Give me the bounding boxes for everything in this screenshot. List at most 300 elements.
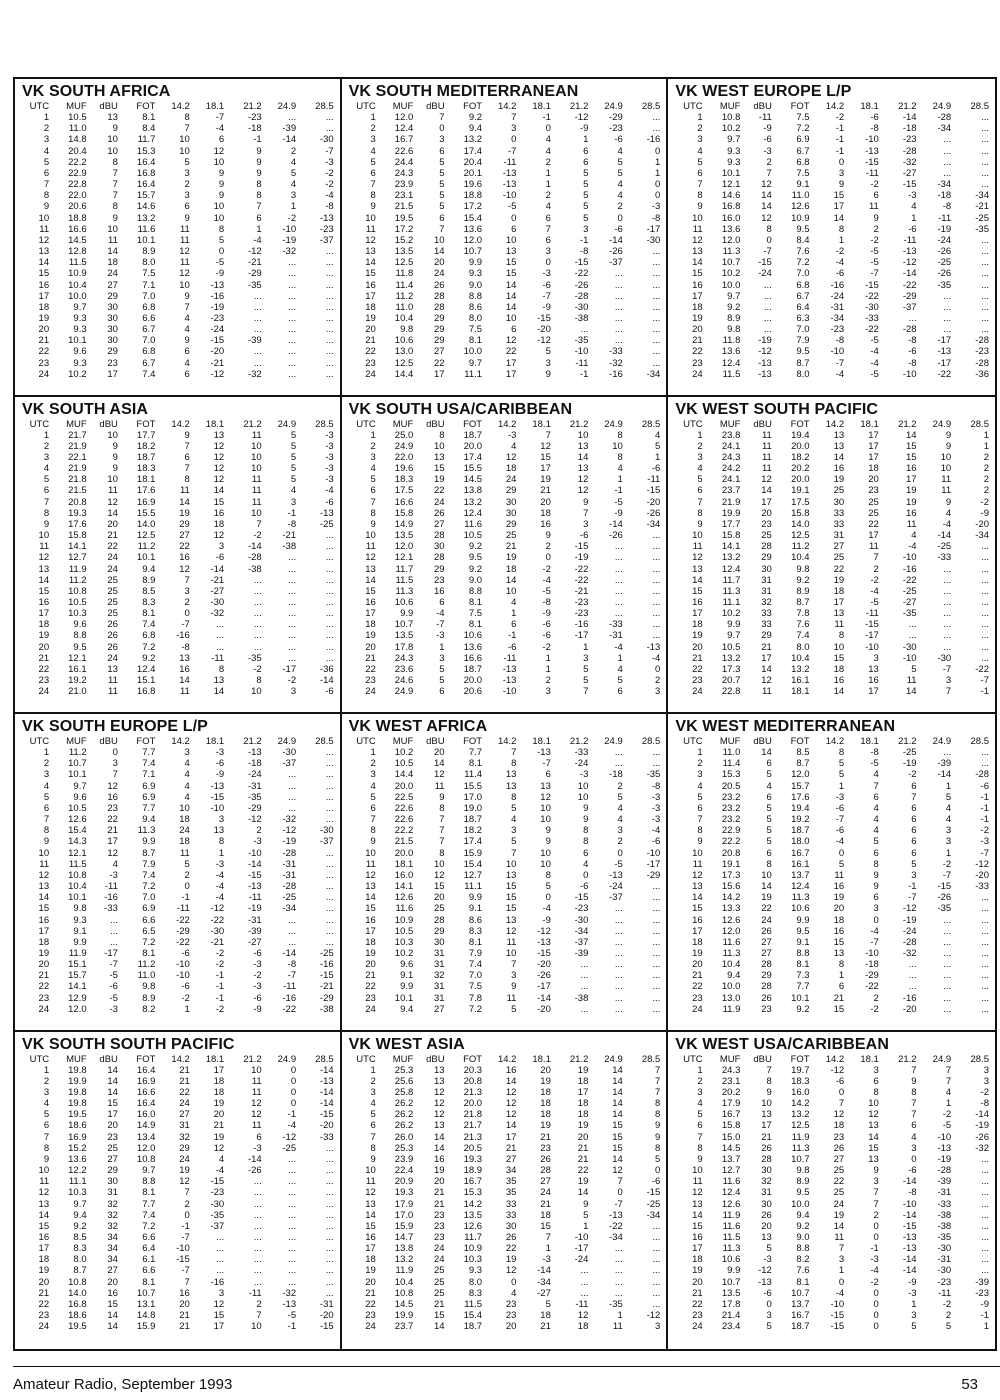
table-cell: 10: [38, 1165, 50, 1177]
table-cell: 5: [43, 156, 50, 168]
table-cell: 13.2: [721, 552, 741, 564]
table-cell: 0: [655, 179, 661, 191]
table-cell: ...: [288, 914, 297, 926]
table-cell: 6: [511, 324, 517, 336]
table-cell: 7.2: [142, 881, 156, 893]
table-cell: 11.6: [722, 936, 741, 948]
table-cell: -29: [247, 268, 262, 280]
table-cell: -7: [542, 290, 551, 302]
table-cell: 9.6: [73, 619, 87, 631]
table-cell: 24: [692, 1003, 703, 1015]
table-cell: -12: [830, 1064, 845, 1076]
table-cell: -15: [319, 1109, 334, 1121]
table-cell: 1: [43, 747, 50, 759]
table-cell: -24: [210, 324, 225, 336]
column-header: FOT: [136, 101, 156, 112]
table-cell: ...: [981, 1232, 989, 1243]
table-cell: ...: [614, 585, 623, 597]
column-header: 28.5: [970, 1053, 989, 1065]
table-cell: 26: [833, 1142, 845, 1154]
table-cell: -20: [537, 1003, 551, 1015]
table-cell: 8: [583, 836, 589, 848]
table-cell: 19: [692, 947, 703, 959]
table-cell: 3: [218, 814, 225, 826]
table-cell: 9: [838, 179, 845, 191]
table-cell: 11.9: [68, 947, 87, 959]
table-cell: 9.9: [400, 608, 414, 620]
panel-title: VK WEST ASIA: [348, 1035, 465, 1053]
table-cell: 4: [43, 780, 50, 792]
table-cell: 20: [365, 641, 376, 653]
table-cell: 10: [505, 312, 517, 324]
table-cell: 4: [184, 769, 190, 781]
table-cell: ...: [325, 847, 334, 859]
table-cell: 27: [107, 1153, 118, 1165]
table-cell: 9: [697, 1153, 703, 1165]
table-cell: 15.2: [68, 1142, 87, 1154]
table-cell: 20: [868, 474, 879, 486]
table-cell: -3: [325, 451, 334, 463]
table-cell: 24: [38, 368, 50, 380]
table-cell: 4: [911, 530, 917, 542]
table-cell: 2: [873, 223, 879, 235]
table-cell: 8.1: [142, 1276, 156, 1288]
table-cell: ...: [580, 959, 589, 971]
table-row: [349, 1310, 662, 1321]
table-cell: -5: [614, 858, 623, 870]
table-cell: 12: [251, 1109, 262, 1121]
table-cell: 8.1: [796, 1276, 810, 1288]
table-cell: 9.2: [468, 112, 483, 124]
table-cell: 21.9: [68, 463, 87, 475]
table-cell: 11: [108, 675, 118, 687]
table-cell: ...: [288, 802, 297, 814]
table-cell: -23: [609, 123, 623, 135]
table-cell: 18.2: [136, 440, 156, 452]
table-row: [349, 291, 662, 302]
table-cell: 24.9: [394, 440, 414, 452]
table-cell: ...: [325, 1165, 334, 1177]
table-cell: -1: [287, 1109, 297, 1121]
table-cell: ...: [652, 268, 661, 280]
table-cell: 10: [365, 847, 376, 859]
table-cell: -31: [282, 858, 297, 870]
table-cell: 20.8: [721, 847, 741, 859]
table-cell: 33: [505, 1198, 517, 1210]
table-cell: -30: [902, 641, 917, 653]
table-row: [349, 814, 662, 825]
table-cell: -10: [247, 847, 262, 859]
table-cell: -32: [282, 246, 297, 258]
table-cell: 14: [833, 451, 845, 463]
table-cell: -34: [282, 903, 297, 915]
table-cell: -12: [210, 368, 225, 380]
table-cell: 8: [43, 825, 50, 837]
table-cell: 24: [833, 1198, 845, 1210]
table-cell: 12: [107, 780, 118, 792]
table-cell: 9: [911, 1075, 917, 1087]
table-row: [675, 848, 990, 859]
panel-title: VK WEST SOUTH PACIFIC: [675, 400, 879, 418]
table-row: [675, 302, 990, 313]
table-cell: 4: [184, 758, 190, 770]
table-cell: -25: [937, 257, 952, 269]
table-cell: 6: [256, 212, 262, 224]
table-cell: -4: [325, 190, 334, 202]
table-cell: -33: [865, 312, 879, 324]
table-cell: 12: [505, 925, 517, 937]
table-cell: -10: [574, 346, 589, 358]
table-cell: 23.9: [394, 179, 414, 191]
table-cell: -1: [980, 791, 989, 803]
table-cell: 4: [184, 357, 190, 369]
table-row: [22, 346, 335, 357]
table-cell: 14: [365, 257, 376, 269]
table-cell: 24: [107, 552, 118, 564]
table-cell: 19: [213, 1131, 225, 1143]
table-cell: 22: [505, 1243, 517, 1255]
table-cell: 8.1: [468, 936, 483, 948]
table-cell: 10.7: [394, 619, 414, 631]
table-cell: 15.0: [721, 1131, 741, 1143]
table-cell: -13: [937, 346, 952, 358]
table-cell: 30: [107, 335, 118, 347]
table-row: [22, 1120, 335, 1131]
table-cell: 20: [540, 1064, 551, 1076]
table-cell: 23: [38, 357, 50, 369]
table-cell: 25: [107, 597, 118, 608]
table-cell: ...: [288, 279, 297, 291]
table-cell: 12.4: [721, 357, 741, 369]
table-cell: 7.7: [142, 802, 156, 814]
table-cell: ...: [288, 1198, 297, 1210]
table-cell: 10: [540, 847, 551, 859]
table-cell: 3: [43, 769, 50, 781]
table-cell: 12.6: [721, 1198, 741, 1210]
table-cell: 4: [184, 324, 190, 336]
table-cell: 8.9: [796, 1176, 810, 1188]
table-cell: ...: [981, 1153, 989, 1165]
table-cell: 14: [107, 507, 118, 519]
table-row: [349, 430, 662, 441]
table-cell: 12: [179, 563, 190, 575]
table-cell: 2: [43, 440, 50, 452]
table-cell: -1: [215, 981, 225, 993]
table-cell: -31: [247, 780, 262, 792]
table-cell: -34: [609, 1232, 623, 1243]
table-cell: 16.7: [394, 134, 414, 146]
table-cell: 2: [184, 179, 190, 191]
table-cell: 2: [697, 440, 703, 452]
table-cell: 7: [439, 825, 445, 837]
table-cell: 3: [545, 686, 551, 698]
table-cell: 17: [38, 925, 50, 937]
table-cell: 8: [218, 223, 225, 235]
table-cell: 10.6: [791, 903, 810, 915]
table-cell: ...: [288, 112, 297, 124]
table-cell: ...: [325, 357, 334, 369]
table-cell: 10: [505, 947, 517, 959]
table-cell: -22: [937, 368, 952, 380]
table-cell: 25: [433, 1265, 445, 1277]
table-row: [675, 519, 990, 530]
table-cell: 12.9: [68, 992, 87, 1004]
table-cell: 14: [38, 1209, 50, 1221]
table-cell: -37: [282, 758, 297, 770]
column-header: 18.1: [532, 418, 551, 430]
table-cell: ...: [981, 608, 989, 620]
table-row: [675, 586, 990, 597]
table-cell: -14: [609, 234, 623, 246]
table-cell: 0: [617, 847, 623, 859]
table-cell: 6: [218, 134, 225, 146]
propagation-panel: [668, 79, 995, 397]
table-cell: 12.0: [463, 234, 483, 246]
table-cell: 4: [184, 780, 190, 792]
table-cell: -30: [319, 134, 334, 146]
table-cell: ...: [325, 791, 334, 803]
table-cell: 12: [213, 474, 225, 486]
table-cell: ...: [288, 563, 297, 575]
table-cell: 24: [692, 686, 703, 698]
table-cell: 8.7: [796, 758, 810, 770]
table-cell: 8: [583, 825, 589, 837]
table-row: [349, 134, 662, 145]
table-cell: 25: [833, 1165, 845, 1177]
table-cell: -32: [282, 814, 297, 826]
table-cell: ...: [981, 758, 989, 770]
table-cell: 12: [38, 234, 50, 246]
table-row: [22, 948, 335, 959]
table-cell: 14.4: [394, 769, 414, 781]
table-cell: 9: [256, 156, 262, 168]
table-cell: 10.5: [721, 641, 741, 653]
table-cell: 20: [365, 324, 376, 336]
table-cell: -4: [870, 585, 879, 597]
column-header: FOT: [463, 1053, 483, 1065]
table-cell: 12.6: [68, 814, 87, 826]
table-cell: 17.6: [791, 791, 810, 803]
table-cell: 24: [692, 1321, 703, 1333]
table-row: [349, 1288, 662, 1299]
table-cell: 1: [983, 440, 989, 452]
table-cell: ...: [325, 541, 334, 553]
table-cell: 10.5: [68, 112, 87, 124]
table-cell: -22: [210, 914, 225, 926]
table-cell: ...: [652, 301, 661, 313]
table-cell: -30: [574, 914, 589, 926]
table-cell: -12: [758, 1265, 772, 1277]
table-cell: ...: [614, 914, 623, 926]
column-header: 18.1: [532, 1053, 551, 1065]
table-cell: 18: [540, 1086, 551, 1098]
table-row: [22, 508, 335, 519]
table-cell: 5: [439, 167, 445, 179]
table-cell: 11.2: [791, 541, 810, 553]
propagation-panel: [342, 714, 669, 1032]
table-row: [22, 981, 335, 992]
table-cell: 4: [617, 463, 623, 475]
table-cell: 21: [540, 1321, 551, 1333]
table-cell: 30: [761, 1165, 772, 1177]
table-cell: ...: [288, 1165, 297, 1177]
table-cell: 11.9: [722, 1209, 741, 1221]
table-cell: 5: [911, 663, 917, 675]
table-cell: ...: [652, 1265, 661, 1277]
table-cell: 7: [511, 112, 517, 124]
table-row: [675, 781, 990, 792]
table-cell: ...: [763, 279, 772, 291]
table-cell: ...: [325, 368, 334, 380]
table-cell: 19: [540, 1075, 551, 1087]
table-row: [675, 313, 990, 324]
table-row: [675, 758, 990, 769]
table-cell: ...: [325, 530, 334, 542]
table-cell: 17.4: [463, 836, 483, 848]
table-row: [22, 825, 335, 836]
table-cell: -25: [902, 585, 917, 597]
table-cell: -14: [609, 518, 623, 530]
table-cell: 18.8: [68, 212, 87, 224]
table-cell: ...: [908, 981, 917, 993]
table-row: [349, 541, 662, 552]
panel-title: VK WEST AFRICA: [348, 718, 488, 735]
table-cell: -11: [248, 1287, 262, 1299]
table-row: [22, 915, 335, 926]
table-cell: 17: [505, 368, 517, 380]
table-cell: -25: [282, 1142, 297, 1154]
table-cell: 12: [213, 463, 225, 475]
table-cell: ...: [981, 892, 989, 904]
table-cell: 22: [179, 1086, 190, 1098]
table-cell: 14: [833, 1220, 845, 1232]
table-cell: 21: [213, 1120, 225, 1132]
table-row: [675, 146, 990, 157]
table-cell: ...: [652, 597, 661, 608]
table-cell: -39: [937, 758, 952, 770]
table-cell: 8: [112, 156, 118, 168]
table-cell: 11.4: [395, 279, 414, 291]
column-header: 28.5: [641, 736, 661, 747]
table-cell: 16.0: [136, 1109, 156, 1121]
table-cell: 31: [761, 574, 772, 586]
table-cell: -7: [870, 268, 879, 280]
table-cell: 17: [433, 368, 445, 380]
column-header: 14.2: [171, 101, 190, 112]
table-cell: 7: [511, 847, 517, 859]
table-cell: 7: [545, 1232, 551, 1243]
table-cell: 24.2: [721, 463, 741, 475]
table-cell: ...: [981, 324, 989, 336]
table-row: [675, 870, 990, 881]
table-cell: -31: [319, 1298, 334, 1310]
table-cell: 11: [39, 858, 50, 870]
table-cell: ...: [652, 914, 661, 926]
table-cell: ...: [253, 597, 262, 608]
table-cell: -16: [902, 992, 917, 1004]
table-cell: -15: [865, 279, 879, 291]
table-cell: -16: [210, 1276, 225, 1288]
table-cell: 11.6: [464, 518, 483, 530]
table-cell: 6: [911, 814, 917, 826]
table-cell: 23: [761, 1003, 772, 1015]
table-cell: 13: [692, 246, 703, 258]
table-cell: 8: [766, 223, 772, 235]
table-cell: -11: [865, 167, 879, 179]
table-cell: 20.8: [68, 496, 87, 508]
table-cell: 13.6: [68, 1153, 87, 1165]
table-row: [22, 1321, 335, 1332]
table-cell: ...: [981, 167, 989, 179]
table-cell: -20: [537, 959, 551, 971]
table-cell: 0: [838, 156, 845, 168]
table-cell: 14.0: [68, 1287, 87, 1299]
table-cell: 11: [108, 234, 118, 246]
table-cell: 2: [873, 992, 879, 1004]
table-cell: 11: [39, 541, 50, 553]
table-cell: 10: [433, 234, 445, 246]
table-cell: 28: [761, 541, 772, 553]
table-cell: 21: [365, 1287, 376, 1299]
table-cell: -37: [210, 1220, 225, 1232]
table-cell: 10.7: [791, 1153, 810, 1165]
table-cell: 26: [433, 507, 445, 519]
table-cell: 18: [692, 936, 703, 948]
table-cell: 9: [184, 290, 190, 302]
table-cell: -13: [758, 368, 772, 380]
table-cell: 14: [761, 881, 772, 893]
table-cell: 17.6: [136, 485, 156, 497]
table-cell: 17: [761, 496, 772, 508]
table-cell: 6: [583, 847, 589, 859]
table-cell: 17: [868, 451, 879, 463]
table-cell: 15.4: [463, 1310, 483, 1322]
table-cell: 16: [38, 914, 50, 926]
table-cell: 15: [692, 585, 703, 597]
table-cell: ...: [981, 134, 989, 146]
table-cell: 15.1: [136, 675, 156, 687]
table-cell: -8: [651, 212, 661, 224]
table-cell: 14: [38, 892, 50, 904]
table-cell: ...: [325, 881, 334, 893]
table-cell: 15: [107, 1298, 118, 1310]
table-cell: 3: [697, 769, 703, 781]
table-cell: -1: [908, 881, 917, 893]
table-cell: -24: [937, 234, 952, 246]
table-cell: ...: [652, 608, 661, 620]
table-cell: -34: [975, 530, 989, 542]
table-cell: 13.5: [721, 1287, 741, 1299]
table-cell: 21.4: [721, 1310, 741, 1322]
table-cell: 9: [583, 1198, 589, 1210]
table-cell: 30: [107, 324, 118, 336]
table-cell: ...: [981, 925, 989, 937]
table-cell: 11.2: [137, 959, 156, 971]
table-cell: 14.0: [136, 518, 156, 530]
table-cell: -12: [902, 257, 917, 269]
table-cell: 15.1: [68, 959, 87, 971]
table-cell: -4: [870, 1265, 879, 1277]
table-cell: -14: [902, 1254, 917, 1266]
table-cell: 16.6: [394, 496, 414, 508]
table-cell: 22: [107, 814, 118, 826]
table-cell: 22.8: [68, 179, 87, 191]
table-cell: -18: [937, 190, 952, 202]
table-cell: ...: [943, 981, 952, 993]
table-cell: 2: [370, 123, 376, 135]
table-cell: 11: [108, 485, 118, 497]
table-cell: 13: [213, 825, 225, 837]
